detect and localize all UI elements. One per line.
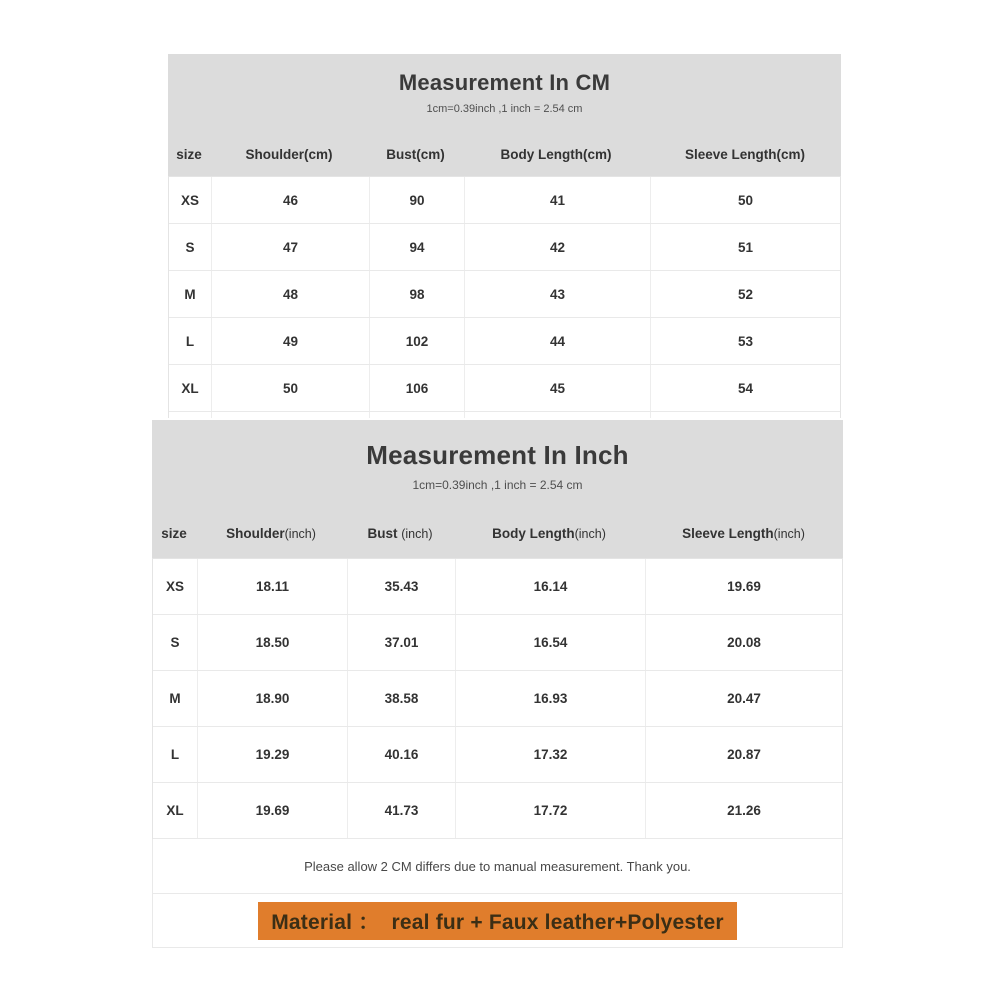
value-cell: 90 bbox=[369, 177, 464, 223]
table-row bbox=[153, 671, 842, 727]
cm-table-header bbox=[168, 54, 841, 176]
value-cell: 18.90 bbox=[197, 671, 347, 726]
value-cell: 19.29 bbox=[197, 727, 347, 782]
value-cell: 20.08 bbox=[645, 615, 842, 670]
size-cell: S bbox=[185, 239, 195, 255]
column-header-sleeve-length-cm: Sleeve Length(cm) bbox=[684, 146, 806, 162]
value-cell: 49 bbox=[211, 318, 369, 364]
column-header-sleeve-length-inch: Sleeve Length(inch) bbox=[682, 525, 805, 541]
column-header-size: size bbox=[161, 525, 187, 541]
cm-column-header-row bbox=[168, 132, 841, 176]
table-row bbox=[153, 615, 842, 671]
value-cell: 54 bbox=[650, 365, 840, 411]
cm-table-bottom-stub bbox=[168, 412, 841, 418]
value-cell: 44 bbox=[464, 318, 650, 364]
stub-cell bbox=[464, 412, 650, 418]
inch-table-subtitle: 1cm=0.39inch ,1 inch = 2.54 cm bbox=[412, 478, 583, 492]
table-row bbox=[169, 224, 840, 271]
stub-cell bbox=[211, 412, 369, 418]
value-cell: 38.58 bbox=[347, 671, 455, 726]
value-cell: 46 bbox=[211, 177, 369, 223]
measurement-note-row bbox=[152, 839, 843, 894]
value-cell: 98 bbox=[369, 271, 464, 317]
value-cell: 20.47 bbox=[645, 671, 842, 726]
column-header-shoulder-inch: Shoulder(inch) bbox=[226, 525, 316, 541]
column-header-shoulder-cm: Shoulder(cm) bbox=[245, 146, 333, 162]
value-cell: 41.73 bbox=[347, 783, 455, 838]
value-cell: 35.43 bbox=[347, 559, 455, 614]
value-cell: 18.50 bbox=[197, 615, 347, 670]
table-row bbox=[169, 271, 840, 318]
inch-table-title: Measurement In Inch bbox=[366, 440, 629, 470]
value-cell: 21.26 bbox=[645, 783, 842, 838]
value-cell: 45 bbox=[464, 365, 650, 411]
size-cell: XL bbox=[181, 380, 199, 396]
size-cell: M bbox=[169, 691, 181, 706]
measurement-note-text: Please allow 2 CM differs due to manual measurement. Thank you. bbox=[304, 858, 691, 874]
value-cell: 18.11 bbox=[197, 559, 347, 614]
size-cell: L bbox=[185, 333, 195, 349]
cm-table-subtitle: 1cm=0.39inch ,1 inch = 2.54 cm bbox=[426, 103, 583, 115]
size-cell: XS bbox=[180, 192, 199, 208]
value-cell: 43 bbox=[464, 271, 650, 317]
table-row bbox=[153, 783, 842, 839]
value-cell: 50 bbox=[650, 177, 840, 223]
value-cell: 48 bbox=[211, 271, 369, 317]
inch-table-header bbox=[152, 420, 843, 558]
stub-cell bbox=[169, 412, 211, 418]
value-cell: 106 bbox=[369, 365, 464, 411]
value-cell: 52 bbox=[650, 271, 840, 317]
column-header-body-length-cm: Body Length(cm) bbox=[500, 146, 612, 162]
value-cell: 16.54 bbox=[455, 615, 645, 670]
value-cell: 94 bbox=[369, 224, 464, 270]
table-row bbox=[153, 727, 842, 783]
cm-table-section bbox=[168, 54, 841, 418]
value-cell: 50 bbox=[211, 365, 369, 411]
value-cell: 47 bbox=[211, 224, 369, 270]
inch-table-body bbox=[152, 558, 843, 839]
value-cell: 41 bbox=[464, 177, 650, 223]
table-row bbox=[153, 559, 842, 615]
cm-table-body bbox=[168, 176, 841, 412]
column-header-bust-cm: Bust(cm) bbox=[386, 146, 445, 162]
inch-column-header-row bbox=[152, 508, 843, 558]
value-cell: 16.14 bbox=[455, 559, 645, 614]
value-cell: 37.01 bbox=[347, 615, 455, 670]
value-cell: 42 bbox=[464, 224, 650, 270]
stub-cell bbox=[650, 412, 840, 418]
value-cell: 53 bbox=[650, 318, 840, 364]
value-cell: 20.87 bbox=[645, 727, 842, 782]
value-cell: 51 bbox=[650, 224, 840, 270]
column-header-body-length-inch: Body Length(inch) bbox=[492, 525, 606, 541]
material-highlight-text: Material ： real fur + Faux leather+Polyester bbox=[258, 902, 737, 940]
table-row bbox=[169, 318, 840, 365]
value-cell: 16.93 bbox=[455, 671, 645, 726]
material-row bbox=[152, 894, 843, 948]
cm-table-title: Measurement In CM bbox=[398, 70, 611, 95]
size-cell: S bbox=[170, 635, 180, 650]
column-header-bust-inch: Bust (inch) bbox=[367, 525, 433, 541]
value-cell: 102 bbox=[369, 318, 464, 364]
value-cell: 17.72 bbox=[455, 783, 645, 838]
size-cell: L bbox=[170, 747, 180, 762]
size-cell: XL bbox=[166, 803, 184, 818]
stub-cell bbox=[369, 412, 464, 418]
inch-table-section bbox=[152, 420, 843, 948]
value-cell: 40.16 bbox=[347, 727, 455, 782]
value-cell: 17.32 bbox=[455, 727, 645, 782]
column-header-size: size bbox=[176, 146, 202, 162]
value-cell: 19.69 bbox=[197, 783, 347, 838]
table-row bbox=[169, 365, 840, 412]
table-row bbox=[169, 177, 840, 224]
value-cell: 19.69 bbox=[645, 559, 842, 614]
size-cell: XS bbox=[165, 579, 184, 594]
size-cell: M bbox=[184, 286, 196, 302]
